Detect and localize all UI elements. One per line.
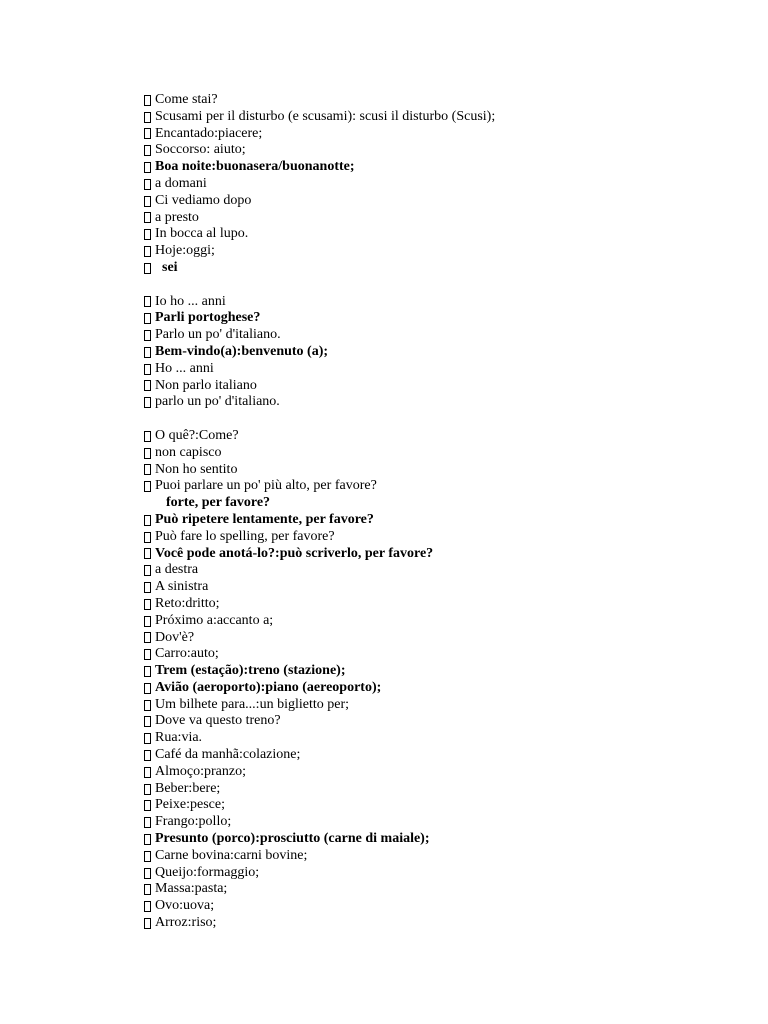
missing-glyph-bullet-icon xyxy=(144,263,151,274)
phrase-line xyxy=(144,730,744,747)
phrase-line xyxy=(144,814,744,831)
phrase-text: Dov'è? xyxy=(155,629,195,645)
phrase-text: Dove va questo treno? xyxy=(155,713,281,729)
phrase-line xyxy=(144,378,744,395)
document-body xyxy=(144,92,744,932)
phrase-line xyxy=(144,495,744,512)
phrase-line xyxy=(144,831,744,848)
phrase-text: Reto:dritto; xyxy=(155,595,220,611)
phrase-line xyxy=(144,193,744,210)
phrase-text: sei xyxy=(155,259,178,275)
missing-glyph-bullet-icon xyxy=(144,128,151,139)
missing-glyph-bullet-icon xyxy=(144,565,151,576)
missing-glyph-bullet-icon xyxy=(144,767,151,778)
phrase-line xyxy=(144,713,744,730)
missing-glyph-bullet-icon xyxy=(144,196,151,207)
missing-glyph-bullet-icon xyxy=(144,582,151,593)
phrase-line xyxy=(144,596,744,613)
phrase-text: Soccorso: aiuto; xyxy=(155,142,246,158)
missing-glyph-bullet-icon xyxy=(144,179,151,190)
missing-glyph-bullet-icon xyxy=(144,515,151,526)
phrase-line xyxy=(144,797,744,814)
phrase-text: Massa:pasta; xyxy=(155,881,228,897)
missing-glyph-bullet-icon xyxy=(144,212,151,223)
missing-glyph-bullet-icon xyxy=(144,112,151,123)
phrase-line xyxy=(144,764,744,781)
phrase-text: Ci vediamo dopo xyxy=(155,192,252,208)
phrase-text: Hoje:oggi; xyxy=(155,243,215,259)
phrase-line xyxy=(144,512,744,529)
phrase-line xyxy=(144,142,744,159)
missing-glyph-bullet-icon xyxy=(144,834,151,845)
missing-glyph-bullet-icon xyxy=(144,347,151,358)
phrase-line xyxy=(144,613,744,630)
blank-line xyxy=(144,277,744,294)
phrase-text: Arroz:riso; xyxy=(155,915,217,931)
missing-glyph-bullet-icon xyxy=(144,464,151,475)
phrase-text: In bocca al lupo. xyxy=(155,226,249,242)
phrase-line xyxy=(144,646,744,663)
phrase-line xyxy=(144,697,744,714)
phrase-text: A sinistra xyxy=(155,579,209,595)
phrase-line xyxy=(144,462,744,479)
phrase-line xyxy=(144,579,744,596)
phrase-text: Almoço:pranzo; xyxy=(155,763,246,779)
missing-glyph-bullet-icon xyxy=(144,632,151,643)
phrase-text: O quê?:Come? xyxy=(155,427,239,443)
phrase-line xyxy=(144,361,744,378)
phrase-line xyxy=(144,344,744,361)
phrase-line xyxy=(144,159,744,176)
blank-line xyxy=(144,411,744,428)
phrase-text: Rua:via. xyxy=(155,730,203,746)
phrase-text: a domani xyxy=(155,175,207,191)
phrase-text: Próximo a:accanto a; xyxy=(155,612,274,628)
phrase-line xyxy=(144,915,744,932)
missing-glyph-bullet-icon xyxy=(144,649,151,660)
phrase-text: Parlo un po' d'italiano. xyxy=(155,327,281,343)
missing-glyph-bullet-icon xyxy=(144,800,151,811)
phrase-line xyxy=(144,310,744,327)
missing-glyph-bullet-icon xyxy=(144,901,151,912)
missing-glyph-bullet-icon xyxy=(144,481,151,492)
phrase-text: Non parlo italiano xyxy=(155,377,257,393)
phrase-line xyxy=(144,781,744,798)
phrase-text: Presunto (porco):prosciutto (carne di maiale); xyxy=(155,831,430,847)
phrase-line xyxy=(144,92,744,109)
phrase-line xyxy=(144,210,744,227)
phrase-line xyxy=(144,478,744,495)
phrase-line xyxy=(144,881,744,898)
phrase-text: Café da manhã:colazione; xyxy=(155,747,301,763)
phrase-text: non capisco xyxy=(155,444,222,460)
phrase-text: Puoi parlare un po' più alto, per favore? xyxy=(155,478,377,494)
phrase-text: forte, per favore? xyxy=(166,495,271,511)
missing-glyph-bullet-icon xyxy=(144,431,151,442)
phrase-text: Peixe:pesce; xyxy=(155,797,225,813)
phrase-line xyxy=(144,294,744,311)
missing-glyph-bullet-icon xyxy=(144,868,151,879)
phrase-text: a destra xyxy=(155,562,199,578)
missing-glyph-bullet-icon xyxy=(144,313,151,324)
phrase-text: Frango:pollo; xyxy=(155,814,232,830)
missing-glyph-bullet-icon xyxy=(144,296,151,307)
missing-glyph-bullet-icon xyxy=(144,784,151,795)
missing-glyph-bullet-icon xyxy=(144,162,151,173)
phrase-line xyxy=(144,327,744,344)
phrase-line xyxy=(144,126,744,143)
missing-glyph-bullet-icon xyxy=(144,750,151,761)
phrase-line xyxy=(144,630,744,647)
missing-glyph-bullet-icon xyxy=(144,918,151,929)
phrase-text: Bem-vindo(a):benvenuto (a); xyxy=(155,343,329,359)
missing-glyph-bullet-icon xyxy=(144,851,151,862)
missing-glyph-bullet-icon xyxy=(144,817,151,828)
missing-glyph-bullet-icon xyxy=(144,380,151,391)
phrase-line xyxy=(144,663,744,680)
phrase-line xyxy=(144,445,744,462)
phrase-line xyxy=(144,109,744,126)
missing-glyph-bullet-icon xyxy=(144,95,151,106)
missing-glyph-bullet-icon xyxy=(144,448,151,459)
phrase-text: Você pode anotá-lo?:può scriverlo, per favore? xyxy=(155,545,434,561)
phrase-text: Um bilhete para...:un biglietto per; xyxy=(155,696,350,712)
phrase-text: Carne bovina:carni bovine; xyxy=(155,847,308,863)
phrase-text: Parli portoghese? xyxy=(155,310,261,326)
phrase-text: Scusami per il disturbo (e scusami): scusi il disturbo (Scusi); xyxy=(155,108,496,124)
phrase-text: Io ho ... anni xyxy=(155,293,226,309)
phrase-line xyxy=(144,176,744,193)
missing-glyph-bullet-icon xyxy=(144,145,151,156)
phrase-line xyxy=(144,428,744,445)
missing-glyph-bullet-icon xyxy=(144,884,151,895)
phrase-text: Non ho sentito xyxy=(155,461,238,477)
phrase-line xyxy=(144,848,744,865)
phrase-line xyxy=(144,394,744,411)
phrase-line xyxy=(144,226,744,243)
missing-glyph-bullet-icon xyxy=(144,364,151,375)
missing-glyph-bullet-icon xyxy=(144,532,151,543)
phrase-line xyxy=(144,529,744,546)
phrase-text: parlo un po' d'italiano. xyxy=(155,394,280,410)
phrase-text: Encantado:piacere; xyxy=(155,125,263,141)
phrase-text: Può fare lo spelling, per favore? xyxy=(155,528,335,544)
phrase-text: a presto xyxy=(155,209,199,225)
phrase-text: Boa noite:buonasera/buonanotte; xyxy=(155,159,355,175)
phrase-text: Come stai? xyxy=(155,92,218,107)
missing-glyph-bullet-icon xyxy=(144,246,151,257)
missing-glyph-bullet-icon xyxy=(144,666,151,677)
phrase-line xyxy=(144,546,744,563)
missing-glyph-bullet-icon xyxy=(144,733,151,744)
phrase-line xyxy=(144,562,744,579)
phrase-line xyxy=(144,680,744,697)
missing-glyph-bullet-icon xyxy=(144,700,151,711)
phrase-text: Beber:bere; xyxy=(155,780,221,796)
phrase-line xyxy=(144,898,744,915)
phrase-text: Queijo:formaggio; xyxy=(155,864,260,880)
phrase-line xyxy=(144,260,744,277)
missing-glyph-bullet-icon xyxy=(144,683,151,694)
missing-glyph-bullet-icon xyxy=(144,548,151,559)
phrase-text: Può ripetere lentamente, per favore? xyxy=(155,511,374,527)
phrase-line xyxy=(144,243,744,260)
phrase-text: Trem (estação):treno (stazione); xyxy=(155,663,346,679)
missing-glyph-bullet-icon xyxy=(144,397,151,408)
phrase-text: Carro:auto; xyxy=(155,646,219,662)
missing-glyph-bullet-icon xyxy=(144,716,151,727)
phrase-text: Ovo:uova; xyxy=(155,898,215,914)
missing-glyph-bullet-icon xyxy=(144,229,151,240)
phrase-text: Ho ... anni xyxy=(155,360,214,376)
phrase-text: Avião (aeroporto):piano (aereoporto); xyxy=(155,679,382,695)
missing-glyph-bullet-icon xyxy=(144,616,151,627)
phrase-line xyxy=(144,747,744,764)
phrase-line xyxy=(144,865,744,882)
missing-glyph-bullet-icon xyxy=(144,599,151,610)
missing-glyph-bullet-icon xyxy=(144,330,151,341)
